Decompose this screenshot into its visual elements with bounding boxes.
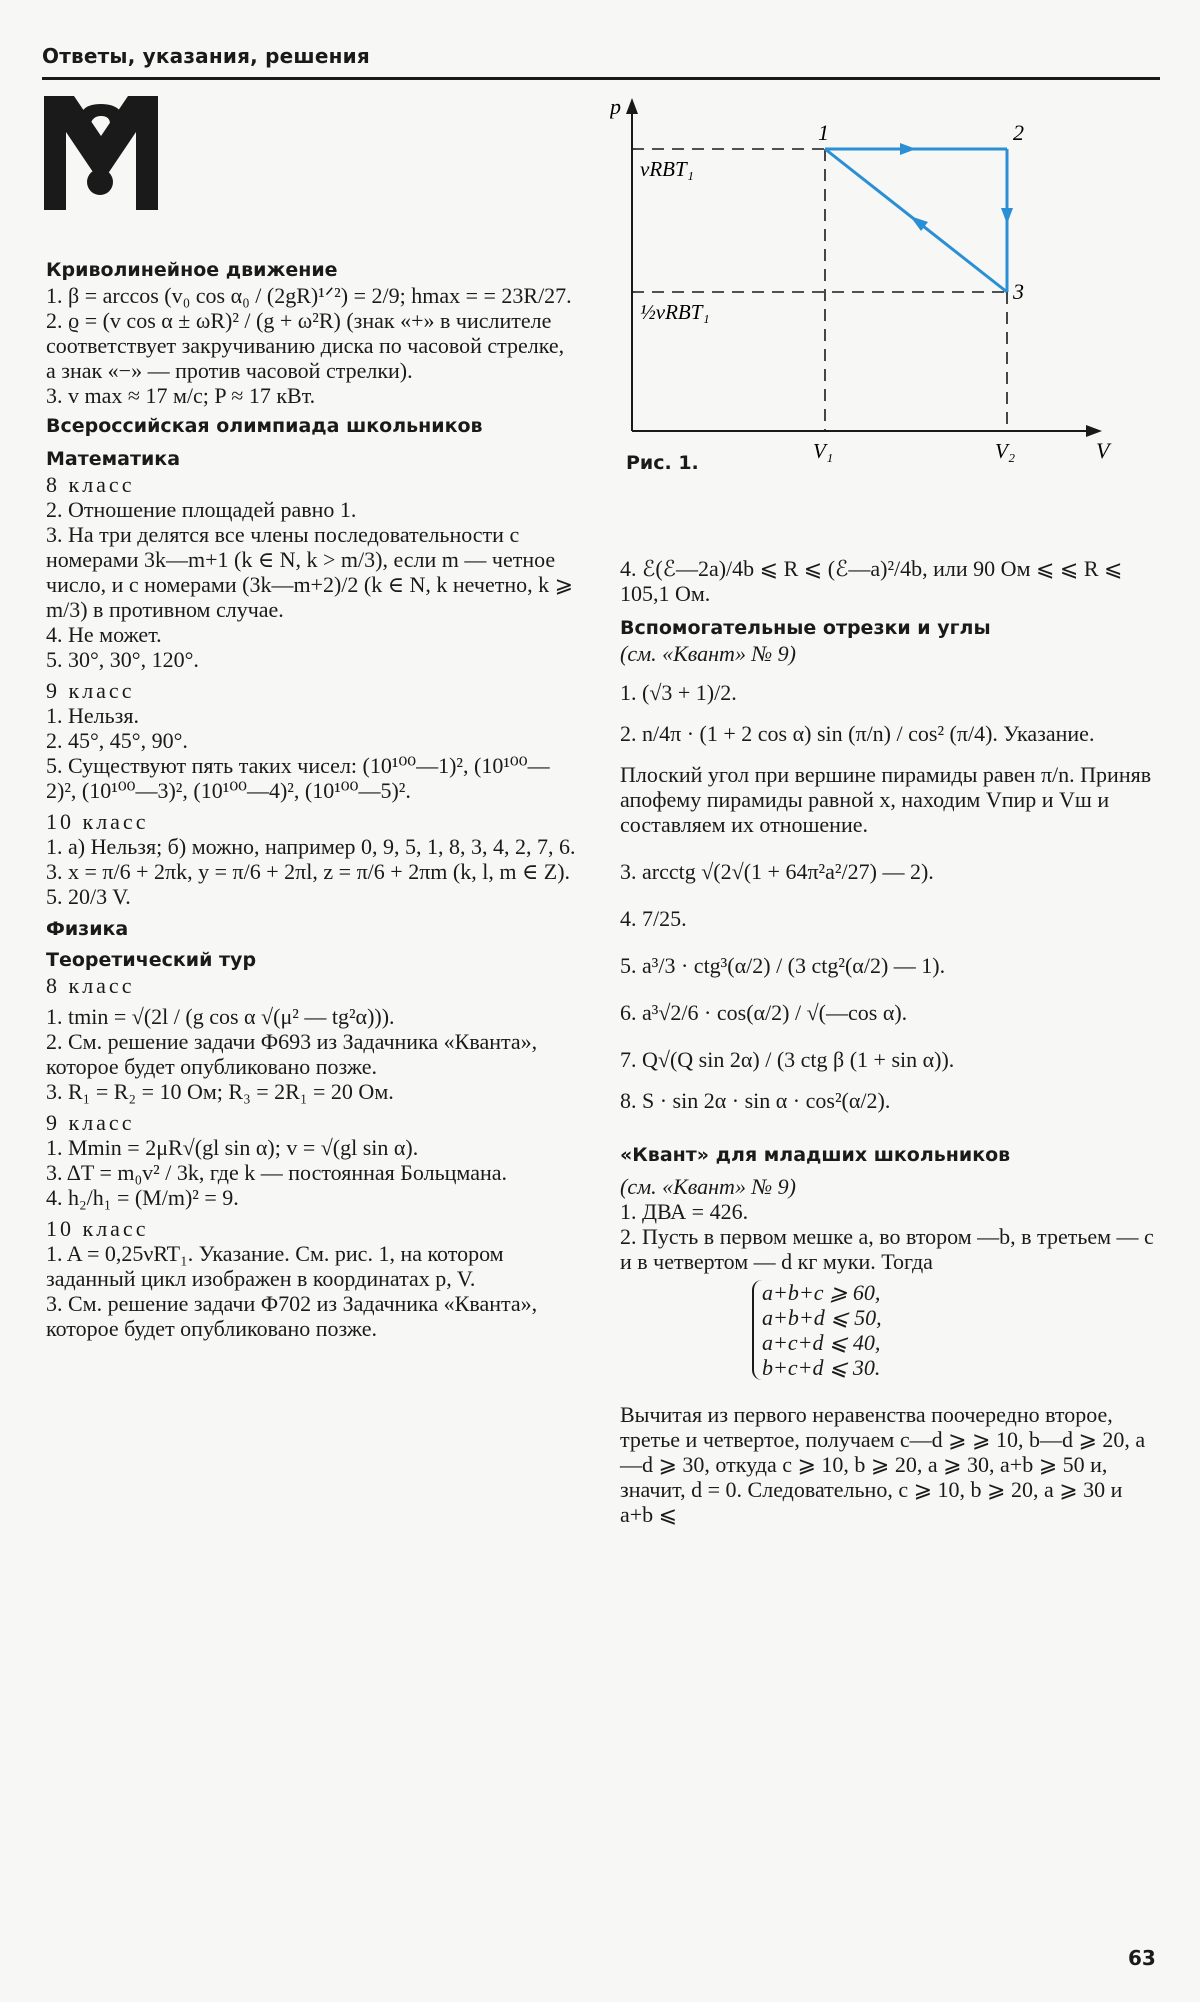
answer-item: 3. v max ≈ 17 м/с; P ≈ 17 кВт. (46, 383, 316, 408)
grade-label: 8 класс (46, 973, 135, 998)
answer-item: 3. На три делятся все члены последовательности с номерами 3k—m+1 (k ∈ N, k > m/3), если m — четное число, и с номерами (3k—m+2)/2 (k ∈ N, k нечетно, k ⩾ m/3) в противном случае. (46, 522, 574, 622)
answer-item: 1. β = arccos (v₀ cos α₀ / (2gR)¹ᐟ²) = 2/9; hmax = = 23R/27. (46, 283, 572, 308)
section-heading: Вспомогательные отрезки и углы (620, 617, 991, 639)
answer-item: 5. 20/3 V. (46, 884, 131, 909)
grade-label: 10 класс (46, 809, 149, 834)
right-column (620, 556, 1155, 1527)
axis-v-arrow (1086, 425, 1102, 437)
answer-item: 5. a³/3 · ctg³(α/2) / (3 ctg²(α/2) — 1). (620, 953, 946, 978)
answer-item: 1. tmin = √(2l / (g cos α √(μ² — tg²α))). (46, 1004, 395, 1029)
arrow-1-2 (900, 143, 916, 155)
answer-item: 4. Не может. (46, 622, 162, 647)
answer-item: Вычитая из первого неравенства поочередно второе, третье и четвертое, получаем c—d ⩾ ⩾ 10, b—d ⩾ 20, a—d ⩾ 30, откуда c ⩾ 10, b ⩾ 20, a ⩾ 30, a+b ⩾ 50 и, значит, d = 0. Следовательно, c ⩾ 10, b ⩾ 20, a ⩾ 30 и a+b ⩽ (620, 1402, 1146, 1527)
grade-label: 10 класс (46, 1216, 149, 1241)
answer-item: Плоский угол при вершине пирамиды равен π/n. Приняв апофему пирамиды равной x, находим Vпир и Vш и составляем их отношение. (620, 762, 1152, 837)
source-note: (см. «Квант» № 9) (620, 641, 797, 666)
label-p1: νRBT₁ (640, 157, 694, 181)
left-column (46, 258, 576, 1341)
label-axis-v: V (1096, 438, 1110, 463)
answer-item: 1. (√3 + 1)/2. (620, 680, 737, 705)
answer-item: 6. a³√2/6 · cos(α/2) / √(—cos α). (620, 1000, 908, 1025)
grade-label: 9 класс (46, 1110, 135, 1135)
label-v2: V₂ (995, 439, 1016, 463)
answer-item: 8. S · sin 2α · sin α · cos²(α/2). (620, 1088, 891, 1113)
question-mark-icon (44, 96, 158, 210)
section-heading: «Квант» для младших школьников (620, 1144, 1011, 1166)
section-heading: Теоретический тур (46, 949, 257, 971)
running-header: Ответы, указания, решения (42, 44, 370, 68)
answer-item: 1. Mmin = 2μR√(gl sin α); v = √(gl sin α). (46, 1135, 419, 1160)
answer-item: 3. x = π/6 + 2πk, y = π/6 + 2πl, z = π/6 + 2πm (k, l, m ∈ Z). (46, 859, 571, 884)
system-line: a+c+d ⩽ 40, (762, 1330, 881, 1355)
figure-caption: Рис. 1. (626, 452, 699, 474)
system-line: a+b+d ⩽ 50, (762, 1305, 882, 1330)
answer-item: 7. Q√(Q sin 2α) / (3 ctg β (1 + sin α)). (620, 1047, 955, 1072)
answer-item: 3. См. решение задачи Ф702 из Задачника «Кванта», которое будет опубликовано позже. (46, 1291, 538, 1341)
label-point-2: 2 (1013, 120, 1024, 145)
page-number: 63 (1128, 1946, 1156, 1970)
label-v1: V₁ (813, 439, 834, 463)
axis-p-arrow (626, 98, 638, 114)
answer-item: 2. См. решение задачи Ф693 из Задачника «Кванта», которое будет опубликовано позже. (46, 1029, 538, 1079)
answer-item: 3. R₁ = R₂ = 10 Ом; R₃ = 2R₁ = 20 Ом. (46, 1079, 394, 1104)
figure-pv-diagram (610, 96, 1120, 486)
logo (44, 96, 158, 210)
section-heading: Физика (46, 918, 129, 940)
system-line: b+c+d ⩽ 30. (762, 1355, 881, 1380)
inequality-system (752, 1280, 1155, 1380)
answer-item: 3. ΔT = m₀v² / 3k, где k — постоянная Больцмана. (46, 1160, 508, 1185)
answer-item: 2. Отношение площадей равно 1. (46, 497, 357, 522)
answer-item: 4. 7/25. (620, 906, 687, 931)
answer-item: 1. ДВА = 426. (620, 1199, 749, 1224)
answer-item: 5. Существуют пять таких чисел: (10¹⁰⁰—1)², (10¹⁰⁰—2)², (10¹⁰⁰—3)², (10¹⁰⁰—4)², (10¹⁰⁰—5)². (46, 753, 550, 803)
pv-diagram-svg (610, 96, 1120, 486)
answer-item: 2. Пусть в первом мешке a, во втором —b, в третьем — c и в четвертом — d кг муки. Тогда (620, 1224, 1154, 1274)
answer-item: 2. ϱ = (v cos α ± ωR)² / (g + ω²R) (знак «+» в числителе соответствует закручиванию диска по часовой стрелке, а знак «−» — против часовой стрелки). (46, 308, 565, 383)
answer-item: 2. 45°, 45°, 90°. (46, 728, 188, 753)
answer-item: 1. а) Нельзя; б) можно, например 0, 9, 5, 1, 8, 3, 4, 2, 7, 6. (46, 834, 576, 859)
answer-item: 3. arcctg √(2√(1 + 64π²a²/27) — 2). (620, 859, 934, 884)
section-heading: Всероссийская олимпиада школьников (46, 415, 483, 437)
grade-label: 9 класс (46, 678, 135, 703)
answer-item: 4. ℰ(ℰ—2a)/4b ⩽ R ⩽ (ℰ—a)²/4b, или 90 Ом ⩽ ⩽ R ⩽ 105,1 Ом. (620, 556, 1123, 606)
system-line: a+b+c ⩾ 60, (762, 1280, 881, 1305)
label-point-3: 3 (1013, 279, 1024, 304)
grade-label: 8 класс (46, 472, 135, 497)
answer-item: 4. h₂/h₁ = (M/m)² = 9. (46, 1185, 239, 1210)
label-p2: ½νRBT₁ (640, 300, 710, 324)
answer-item: 1. Нельзя. (46, 703, 139, 728)
header-rule (42, 77, 1160, 80)
answer-item: 1. A = 0,25νRT₁. Указание. См. рис. 1, на котором заданный цикл изображен в координатах p, V. (46, 1241, 504, 1291)
label-axis-p: p (610, 96, 621, 119)
source-note: (см. «Квант» № 9) (620, 1174, 797, 1199)
answer-item: 2. n/4π · (1 + 2 cos α) sin (π/n) / cos² (π/4). Указание. (620, 721, 1095, 746)
section-heading: Математика (46, 448, 181, 470)
answer-item: 5. 30°, 30°, 120°. (46, 647, 199, 672)
arrow-2-3 (1001, 208, 1013, 224)
section-heading: Криволинейное движение (46, 259, 338, 281)
label-point-1: 1 (818, 120, 829, 145)
